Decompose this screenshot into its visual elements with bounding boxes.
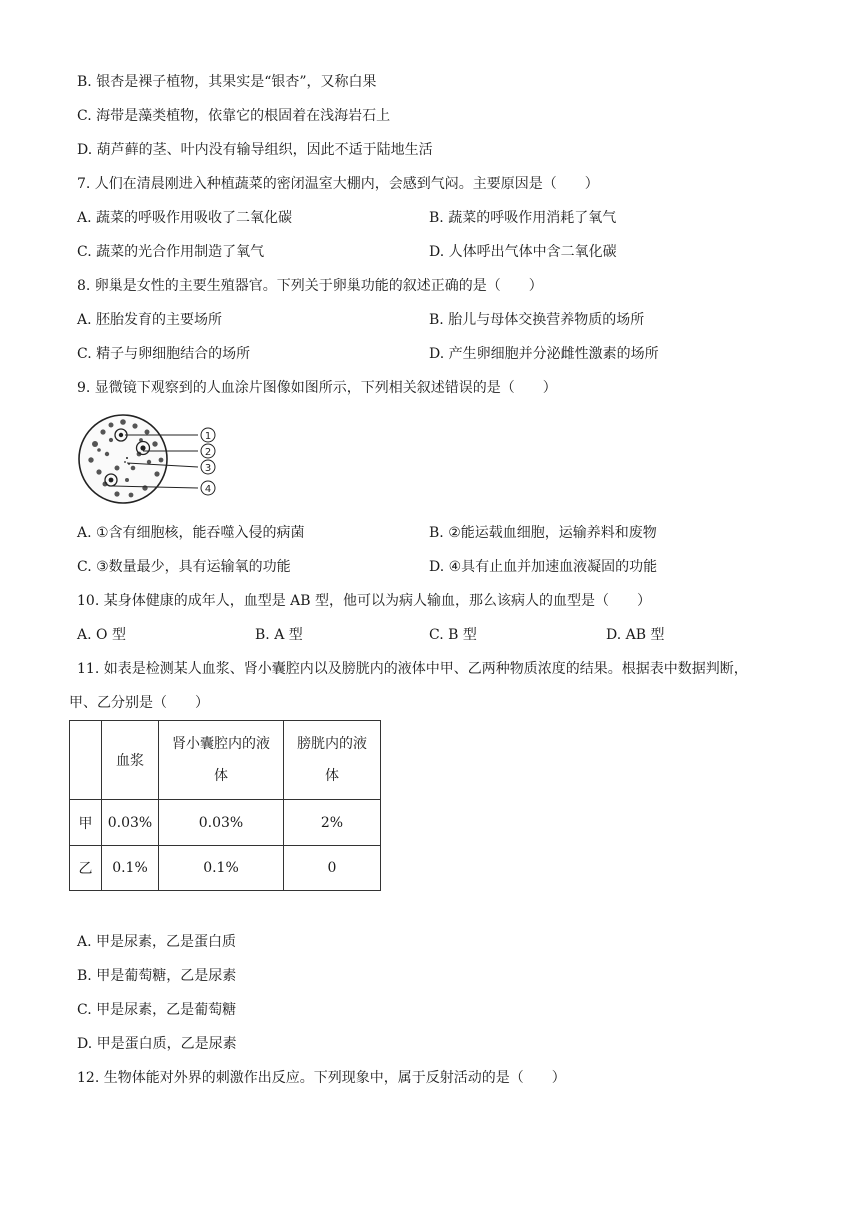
table-row <box>70 846 381 891</box>
q6-option-b: B. 银杏是裸子植物，其果实是“银杏”，又称白果 <box>77 74 377 90</box>
blood-smear-figure <box>77 410 227 508</box>
q10-option-a: A. O 型 <box>77 627 126 643</box>
q11-stem-line2: 甲、乙分别是（ ） <box>69 695 209 711</box>
q9-option-c: C. ③数量最少，具有运输氧的功能 <box>77 559 291 575</box>
svg-text:2: 2 <box>204 447 212 458</box>
q7-option-d: D. 人体呼出气体中含二氧化碳 <box>429 244 617 260</box>
q11-data-table <box>69 720 381 891</box>
table-cell: 0 <box>284 846 381 891</box>
table-cell-label: 甲 <box>70 800 102 846</box>
q12-stem: 12. 生物体能对外界的刺激作出反应。下列现象中，属于反射活动的是（ ） <box>77 1070 566 1086</box>
table-header-row <box>70 721 381 800</box>
q8-option-a: A. 胚胎发育的主要场所 <box>77 312 223 328</box>
svg-text:4: 4 <box>204 484 212 495</box>
q11-option-b: B. 甲是葡萄糖，乙是尿素 <box>77 968 237 984</box>
q7-option-a: A. 蔬菜的呼吸作用吸收了二氧化碳 <box>77 210 293 226</box>
q8-option-c: C. 精子与卵细胞结合的场所 <box>77 346 251 362</box>
q9-option-b: B. ②能运载血细胞，运输养料和废物 <box>429 525 657 541</box>
q8-stem: 8. 卵巢是女性的主要生殖器官。下列关于卵巢功能的叙述正确的是（ ） <box>77 278 543 294</box>
q10-option-d: D. AB 型 <box>606 627 665 643</box>
q11-stem-line1: 11. 如表是检测某人血浆、肾小囊腔内以及膀胱内的液体中甲、乙两种物质浓度的结果。根据表中数据判断， <box>77 661 748 677</box>
table-cell: 0.1% <box>159 846 284 891</box>
q8-option-d: D. 产生卵细胞并分泌雌性激素的场所 <box>429 346 659 362</box>
q9-option-a: A. ①含有细胞核，能吞噬入侵的病菌 <box>77 525 305 541</box>
q9-option-d: D. ④具有止血并加速血液凝固的功能 <box>429 559 658 575</box>
table-header-capsule-line2: 体 <box>214 768 228 784</box>
q8-option-b: B. 胎儿与母体交换营养物质的场所 <box>429 312 645 328</box>
q7-option-c: C. 蔬菜的光合作用制造了氧气 <box>77 244 265 260</box>
svg-text:3: 3 <box>204 463 212 474</box>
table-header-empty <box>70 721 102 800</box>
q11-option-c: C. 甲是尿素，乙是葡萄糖 <box>77 1002 237 1018</box>
table-row <box>70 800 381 846</box>
table-cell: 0.03% <box>102 800 159 846</box>
table-header-plasma: 血浆 <box>102 721 159 800</box>
q6-option-c: C. 海带是藻类植物，依靠它的根固着在浅海岩石上 <box>77 108 391 124</box>
svg-text:1: 1 <box>204 431 212 442</box>
q7-option-b: B. 蔬菜的呼吸作用消耗了氧气 <box>429 210 617 226</box>
q6-option-d: D. 葫芦藓的茎、叶内没有输导组织，因此不适于陆地生活 <box>77 142 433 158</box>
table-cell: 2% <box>284 800 381 846</box>
table-cell: 0.03% <box>159 800 284 846</box>
q10-option-c: C. B 型 <box>429 627 477 643</box>
table-header-bladder-line1: 膀胱内的液 <box>297 736 367 752</box>
table-header-capsule-line1: 肾小囊腔内的液 <box>172 736 270 752</box>
q7-stem: 7. 人们在清晨刚进入种植蔬菜的密闭温室大棚内，会感到气闷。主要原因是（ ） <box>77 176 599 192</box>
q9-stem: 9. 显微镜下观察到的人血涂片图像如图所示，下列相关叙述错误的是（ ） <box>77 380 557 396</box>
table-cell-label: 乙 <box>70 846 102 891</box>
table-header-bladder <box>284 721 381 800</box>
table-cell: 0.1% <box>102 846 159 891</box>
q10-option-b: B. A 型 <box>255 627 303 643</box>
q10-stem: 10. 某身体健康的成年人，血型是 AB 型，他可以为病人输血，那么该病人的血型是（ ） <box>77 593 652 609</box>
table-header-bladder-line2: 体 <box>325 768 339 784</box>
table-header-capsule <box>159 721 284 800</box>
q11-option-d: D. 甲是蛋白质，乙是尿素 <box>77 1036 237 1052</box>
q11-option-a: A. 甲是尿素，乙是蛋白质 <box>77 934 237 950</box>
